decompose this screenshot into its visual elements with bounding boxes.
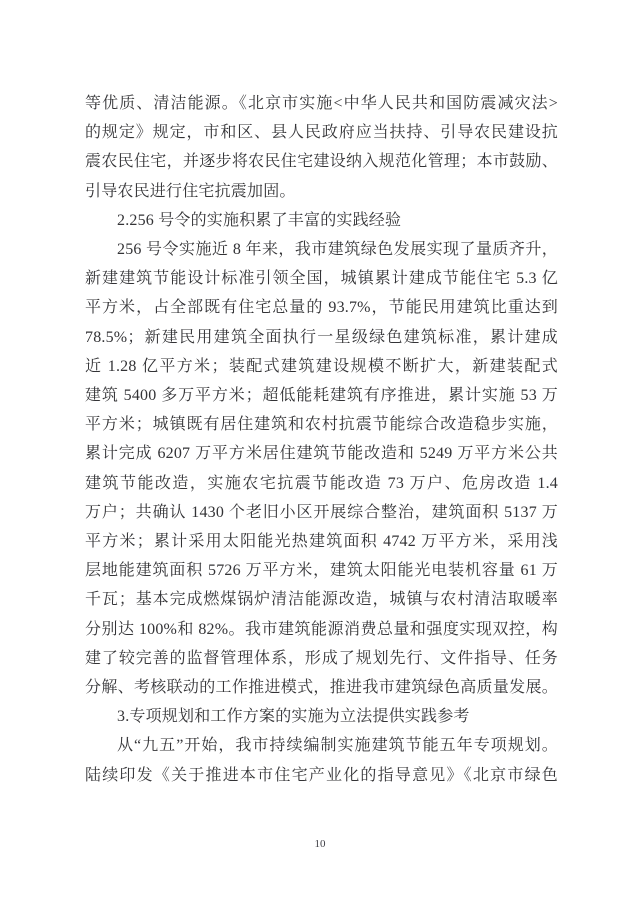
text-line: 震农民住宅，并逐步将农民住宅建设纳入规范化管理；本市鼓励、	[85, 153, 558, 171]
body-text	[85, 89, 558, 790]
text-line: 平方米，占全部既有住宅总量的 93.7%，节能民用建筑比重达到	[85, 299, 558, 317]
text-line: 新建建筑节能设计标准引领全国，城镇累计建成节能住宅 5.3 亿	[85, 270, 558, 288]
text-line: 建筑节能改造，实施农宅抗震节能改造 73 万户、危房改造 1.4	[85, 474, 558, 492]
text-line: 累计完成 6207 万平方米居住建筑节能改造和 5249 万平方米公共	[85, 445, 558, 463]
text-line: 建筑 5400 多万平方米；超低能耗建筑有序推进，累计实施 53 万	[85, 387, 558, 405]
section-heading: 2.256 号令的实施积累了丰富的实践经验	[117, 211, 402, 229]
text-line: 建了较完善的监督管理体系，形成了规划先行、文件指导、任务	[85, 649, 558, 667]
text-line: 等优质、清洁能源。《北京市实施<中华人民共和国防震减灾法>	[85, 95, 558, 112]
text-line: 万户；共确认 1430 个老旧小区开展综合整治，建筑面积 5137 万	[85, 503, 558, 521]
text-line: 陆续印发《关于推进本市住宅产业化的指导意见》《北京市绿色	[85, 766, 558, 784]
text-line: 近 1.28 亿平方米；装配式建筑建设规模不断扩大，新建装配式	[85, 357, 558, 375]
page-number: 10	[314, 838, 326, 850]
text-line: 平方米；城镇既有居住建筑和农村抗震节能综合改造稳步实施，	[85, 416, 558, 434]
text-line: 引导农民进行住宅抗震加固。	[85, 182, 296, 200]
text-line: 千瓦；基本完成燃煤锅炉清洁能源改造，城镇与农村清洁取暖率	[85, 591, 558, 609]
text-line: 256 号令实施近 8 年来，我市建筑绿色发展实现了量质齐升，	[117, 241, 558, 259]
text-line: 的规定》规定，市和区、县人民政府应当扶持、引导农民建设抗	[85, 124, 558, 142]
text-line: 层地能建筑面积 5726 万平方米，建筑太阳能光电装机容量 61 万	[85, 562, 558, 580]
text-line: 分解、考核联动的工作推进模式，推进我市建筑绿色高质量发展。	[85, 679, 558, 697]
text-line: 分别达 100%和 82%。我市建筑能源消费总量和强度实现双控，构	[85, 620, 558, 638]
section-heading: 3.专项规划和工作方案的实施为立法提供实践参考	[117, 708, 470, 726]
text-line: 78.5%；新建民用建筑全面执行一星级绿色建筑标准，累计建成	[85, 328, 558, 346]
text-line: 从“九五”开始，我市持续编制实施建筑节能五年专项规划。	[117, 737, 558, 755]
text-line: 平方米；累计采用太阳能光热建筑面积 4742 万平方米，采用浅	[85, 533, 558, 551]
